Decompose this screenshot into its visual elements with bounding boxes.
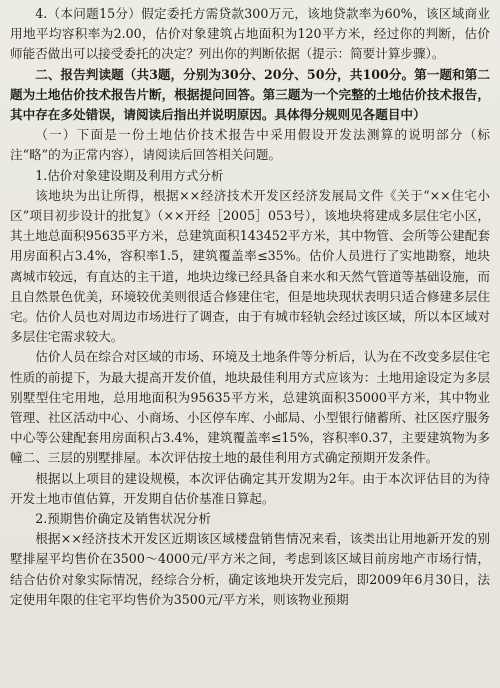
body-paragraph-1: 该地块为出让所得，根据××经济技术开发区经济发展局文件《关于“××住宅小区”项目初步设计的批复》（××开经［2005］053号），该地块将建成多层住宅小区，其土地总面积95635平方米，总建筑面积143452平方米，其中物管、会所等公建配套用房面积占3.4%，容积率1.5，建筑覆盖率≤35%。估价人员进行了实地勘察，地块离城市较远，有直达的主干道，地块边缘已经具备自来水和天然气管道等基础设施，而且自然景色优美，环境较优美则很适合修建住宅，但是地块现状表明只适合修建多层住宅。估价人员也对周边市场进行了调查，由于有城市轻轨会经过该区域，所以本区域对多层住宅需求较大。 — [10, 187, 490, 345]
subheading-1: 1.估价对象建设期及利用方式分析 — [35, 167, 224, 183]
part-1-intro: （一）下面是一份土地估价技术报告中采用假设开发法测算的说明部分（标注“略”的为正常内容），请阅读后回答相关问题。 — [10, 127, 490, 163]
question-4-paragraph: 4.（本问题15分）假定委托方需贷款300万元，该地贷款率为60%，该区域商业用地平均容积率为2.00，估价对象建筑占地面积为120平方米，经过你的判断，估价师能否做出可以接受委托的决定？列出你的判断依据（提示：简要计算步骤）。 — [10, 6, 490, 62]
body-paragraph-3: 根据以上项目的建设规模，本次评估确定其开发期为2年。由于本次评估目的为待开发土地市值估算，开发期自估价基准日算起。 — [10, 470, 490, 506]
subheading-2: 2.预期售价确定及销售状况分析 — [35, 511, 211, 527]
body-paragraph-2: 估价人员在综合对区域的市场、环境及土地条件等分析后，认为在不改变多层住宅性质的前提下，为最大提高开发价值，地块最佳利用方式应该为：土地用途设定为多层别墅型住宅用地，总用地面积为95635平方米，总建筑面积35000平方米，其中物业管理、社区活动中心、小商场、小区停车库、小邮局、小型银行储蓄所、社区医疗服务中心等公建配套用房面积占3.4%，建筑覆盖率≤15%，容积率0.37，主要建筑物为多幢二、三层的别墅排屋。本次评估按土地的最佳利用方式确定预期开发条件。 — [10, 349, 490, 466]
section-2-heading: 二、报告判读题（共3题，分别为30分、20分、50分，共100分。第一题和第二题为土地估价技术报告片断，根据提问回答。第三题为一个完整的土地估价技术报告，其中存在多处错误，请阅读后指出并说明原因。具体得分规则见各题目中） — [10, 66, 490, 123]
body-paragraph-4: 根据××经济技术开发区近期该区域楼盘销售情况来看，该类出让用地新开发的别墅排屋平均售价在3500～4000元/平方米之间，考虑到该区域目前房地产市场行情，结合估价对象实际情况，经综合分析，确定该地块开发完后，即2009年6月30日，法定使用年限的住宅平均售价为3500元/平方米，则该物业预期 — [10, 531, 490, 607]
